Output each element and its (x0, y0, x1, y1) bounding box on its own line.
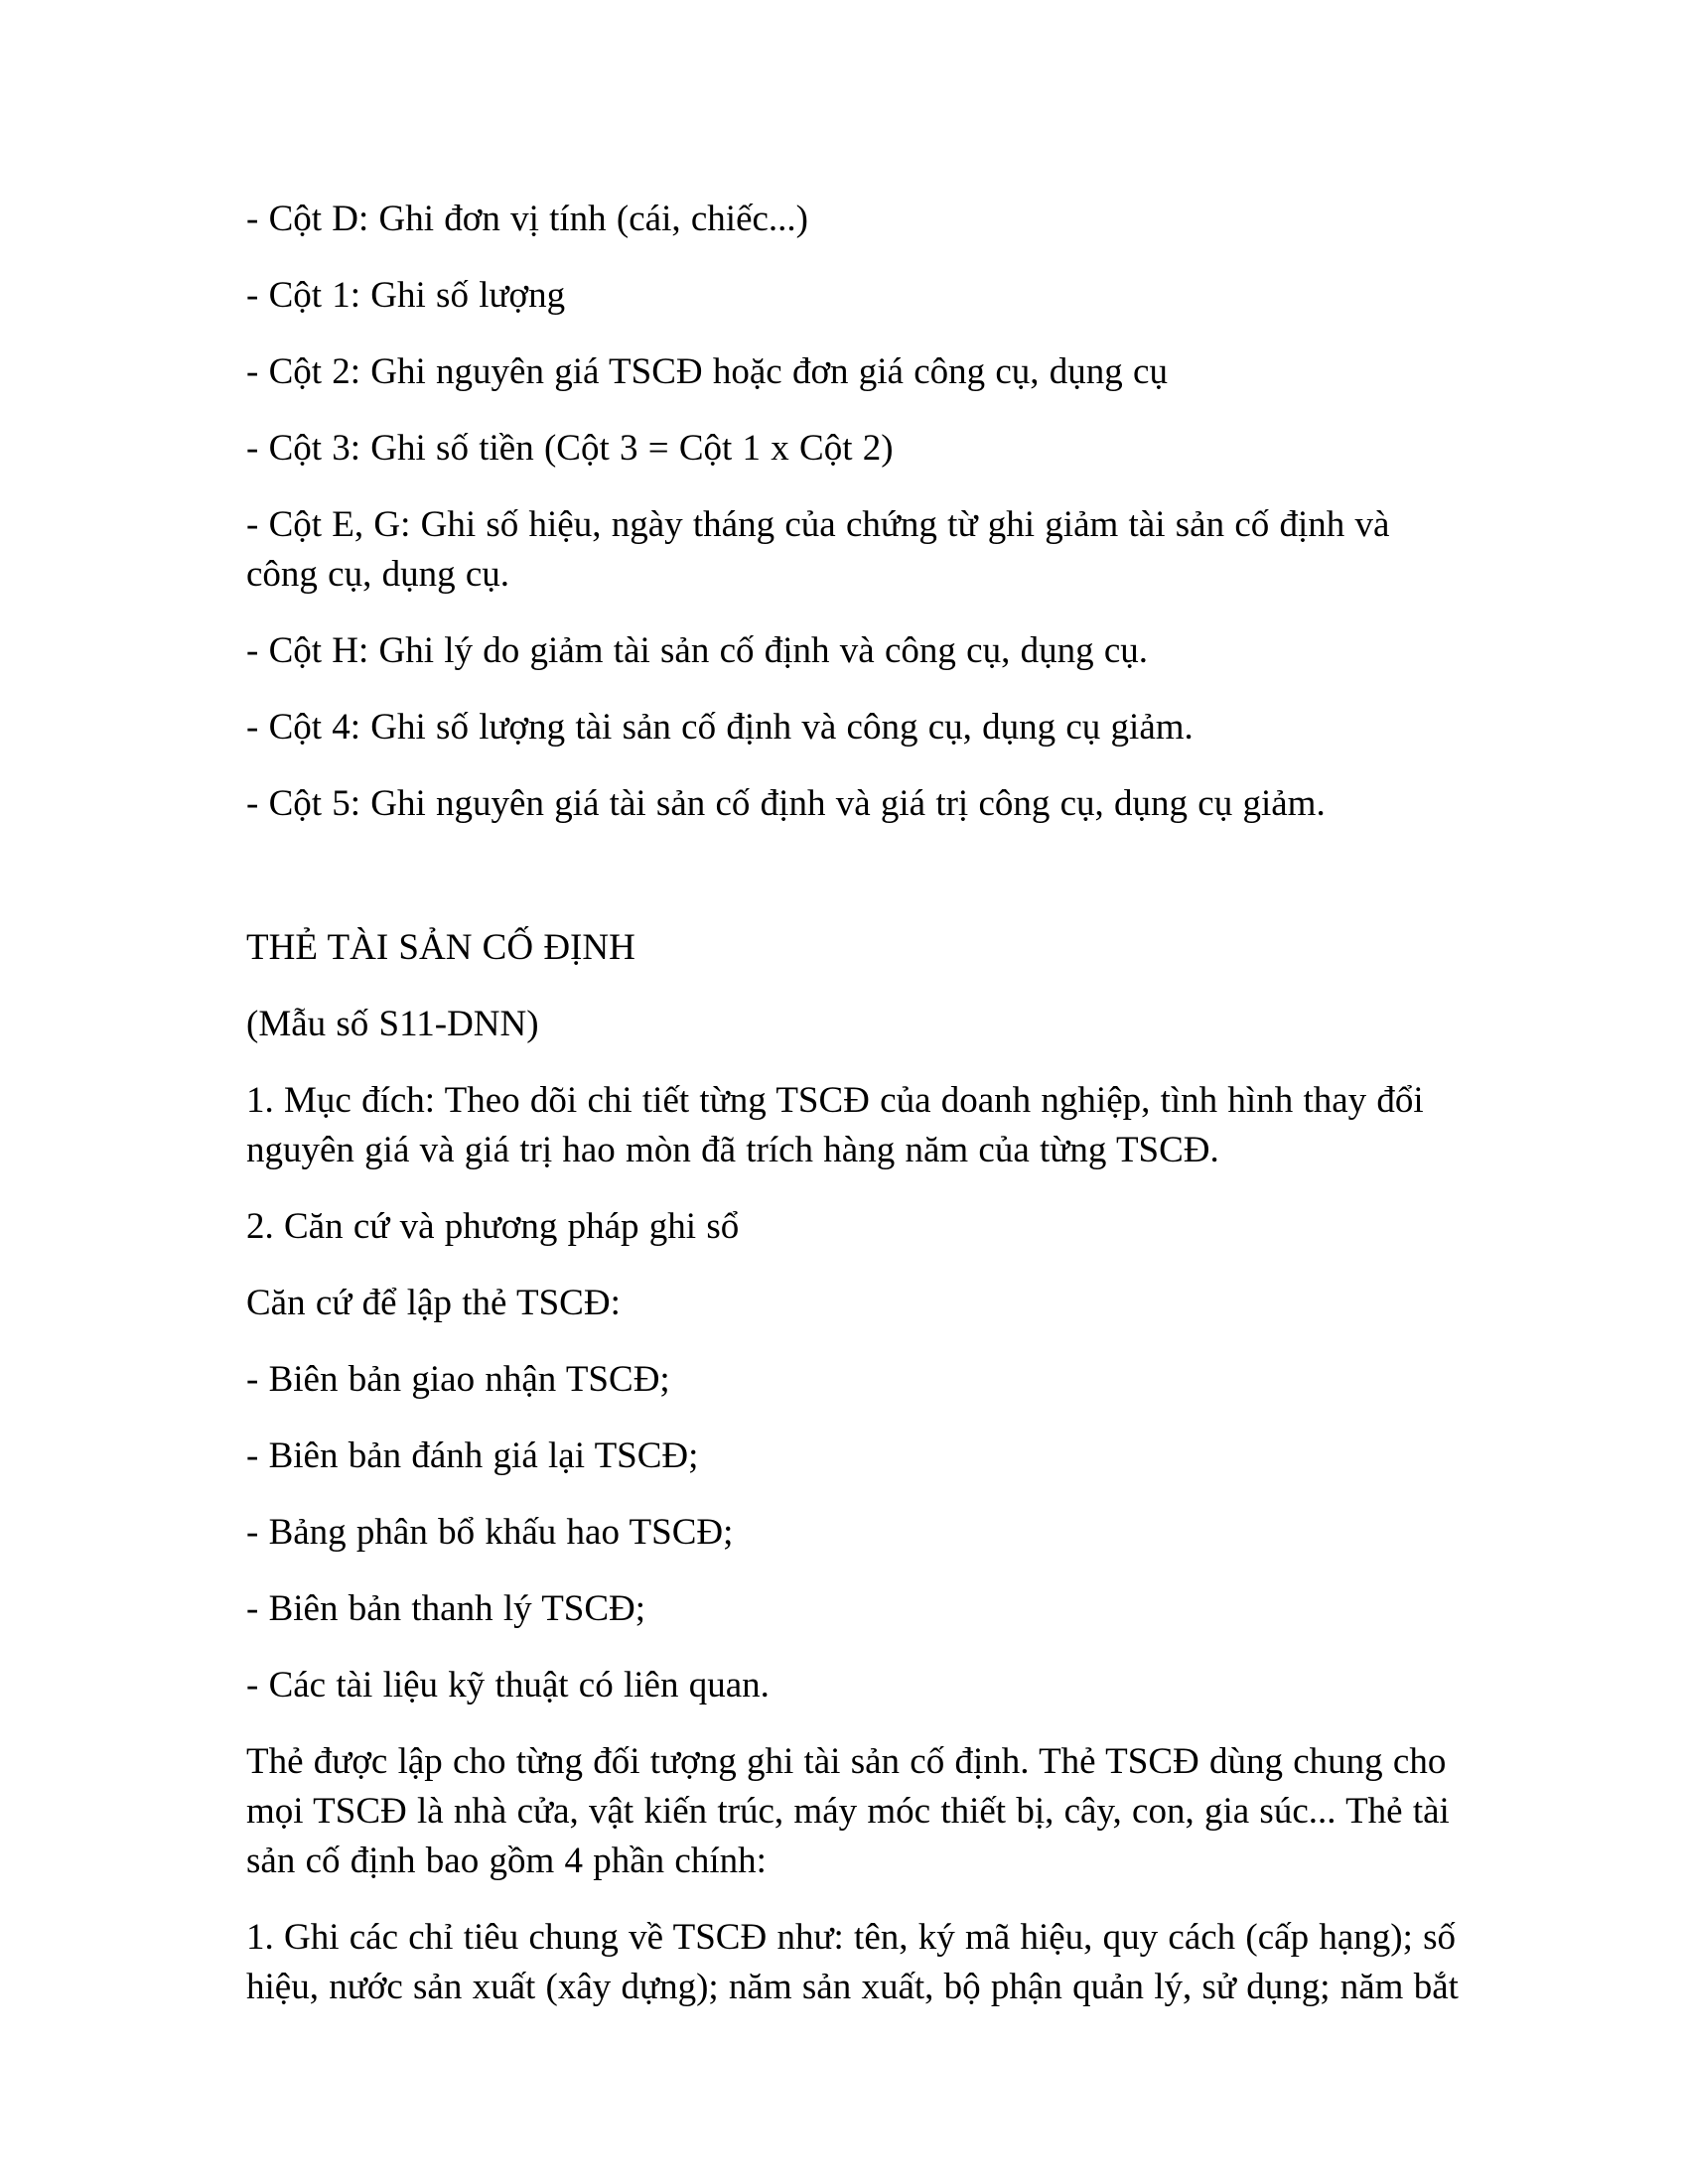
basis-item-revaluation: - Biên bản đánh giá lại TSCĐ; (246, 1435, 699, 1476)
card-usage-paragraph: Thẻ được lập cho từng đối tượng ghi tài sản cố định. Thẻ TSCĐ dùng chung cho mọi TSCĐ là nhà cửa, vật kiến trúc, máy móc thiết bị, cây, con, gia súc... Thẻ tài sản cố định bao gồm 4 phần chính: (246, 1741, 1450, 1881)
purpose-paragraph: 1. Mục đích: Theo dõi chi tiết từng TSCĐ của doanh nghiệp, tình hình thay đổi nguyên giá và giá trị hao mòn đã trích hàng năm của từng TSCĐ. (246, 1080, 1424, 1170)
column-note-2: - Cột 2: Ghi nguyên giá TSCĐ hoặc đơn giá công cụ, dụng cụ (246, 351, 1168, 392)
basis-intro: Căn cứ để lập thẻ TSCĐ: (246, 1283, 621, 1323)
column-note-h: - Cột H: Ghi lý do giảm tài sản cố định và công cụ, dụng cụ. (246, 630, 1148, 671)
basis-item-handover: - Biên bản giao nhận TSCĐ; (246, 1359, 670, 1400)
basis-item-liquidation: - Biên bản thanh lý TSCĐ; (246, 1588, 646, 1629)
column-note-d: - Cột D: Ghi đơn vị tính (cái, chiếc...) (246, 199, 808, 239)
column-note-1: - Cột 1: Ghi số lượng (246, 275, 566, 316)
column-note-e-g: - Cột E, G: Ghi số hiệu, ngày tháng của chứng từ ghi giảm tài sản cố định và công cụ, dụng cụ. (246, 504, 1390, 595)
column-note-4: - Cột 4: Ghi số lượng tài sản cố định và công cụ, dụng cụ giảm. (246, 707, 1194, 748)
column-note-5: - Cột 5: Ghi nguyên giá tài sản cố định và giá trị công cụ, dụng cụ giảm. (246, 783, 1326, 824)
basis-item-technical-docs: - Các tài liệu kỹ thuật có liên quan. (246, 1665, 770, 1706)
basis-item-depreciation: - Bảng phân bổ khấu hao TSCĐ; (246, 1512, 734, 1553)
form-code: (Mẫu số S11-DNN) (246, 1004, 539, 1044)
method-heading: 2. Căn cứ và phương pháp ghi sổ (246, 1206, 740, 1247)
document-text-block (246, 195, 1468, 2039)
column-note-3: - Cột 3: Ghi số tiền (Cột 3 = Cột 1 x Cột 2) (246, 428, 894, 469)
part-1-paragraph: 1. Ghi các chỉ tiêu chung về TSCĐ như: tên, ký mã hiệu, quy cách (cấp hạng); số hiệu, nước sản xuất (xây dựng); năm sản xuất, bộ phận quản lý, sử dụng; năm bắt (246, 1917, 1459, 2007)
section-title: THẺ TÀI SẢN CỐ ĐỊNH (246, 927, 635, 968)
